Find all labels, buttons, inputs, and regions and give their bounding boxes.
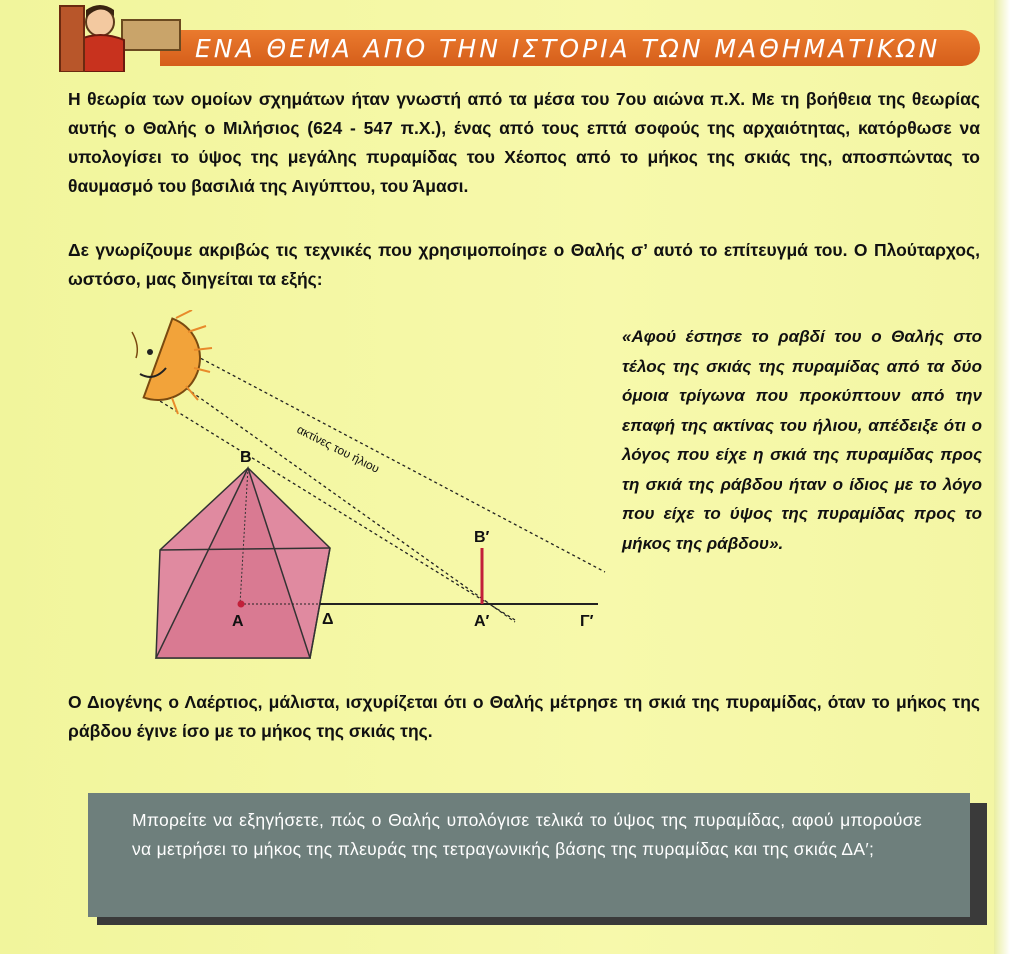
- label-B-prime: Β′: [474, 529, 490, 546]
- point-A: [238, 601, 245, 608]
- scribe-illustration: [40, 0, 190, 72]
- intro-text-before: Η θεωρία των ομοίων σχημάτων ήταν γνωστή από τα μέσα του 7ου αιώνα π.Χ. Με τη βοήθεια της θεωρίας αυτής ο: [68, 89, 980, 138]
- sun-icon: [132, 310, 212, 414]
- label-A-prime: Α′: [474, 613, 490, 630]
- banner-title: ΕΝΑ ΘΕΜΑ ΑΠΟ ΤΗΝ ΙΣΤΟΡΙΑ ΤΩΝ ΜΑΘΗΜΑΤΙΚΩΝ: [195, 34, 941, 63]
- diogenes-paragraph: Ο Διογένης ο Λαέρτιος, μάλιστα, ισχυρίζεται ότι ο Θαλής μέτρησε τη σκιά της πυραμίδας, όταν το μήκος της ράβδου έγινε ίσο με το μήκος της σκιάς της.: [68, 692, 980, 741]
- label-B: Β: [240, 449, 252, 466]
- plutarch-paragraph: Δε γνωρίζουμε ακριβώς τις τεχνικές που χρησιμοποίησε ο Θαλής σ’ αυτό το επίτευγμά του. Ο Πλούταρχος, ωστόσο, μας διηγείται τα εξής:: [68, 240, 980, 289]
- rays-label: ακτίνες του ήλιου: [294, 422, 382, 476]
- intro-text-after: (624 - 547 π.Χ.), ένας από τους επτά σοφούς της αρχαιότητας, κατόρθωσε να υπολογίσει το ύψος της μεγάλης πυραμίδας του Χέοπος από το μήκος της σκιάς της, αποσπώντας το θαυμασμό του βασιλιά της Αιγύπτου, του Άμασι.: [68, 118, 981, 196]
- label-Gamma-prime: Γ′: [580, 613, 594, 630]
- question-text: Μπορείτε να εξηγήσετε, πώς ο Θαλής υπολόγισε τελικά το ύψος της πυραμίδας, αφού μπορούσε να μετρήσει το μήκος της πλευράς της τετραγωνικής βάσης της πυραμίδας και της σκιάς ΔΑ′;: [132, 810, 922, 859]
- intro-paragraph: [68, 85, 980, 201]
- label-Delta: Δ: [322, 611, 334, 628]
- label-A: Α: [232, 613, 244, 630]
- thales-name: Θαλής ο Μιλήσιος: [142, 118, 300, 138]
- thales-pyramid-diagram: [110, 310, 610, 660]
- plutarch-quote: «Αφού έστησε το ραβδί του ο Θαλής στο τέλος της σκιάς της πυραμίδας από τα δύο όμοια τρίγωνα που προκύπτουν από την επαφή της ακτίνας του ήλιου, απέδειξε ότι ο λόγος που είχε η σκιά της πυραμίδας προς τη σκιά της ράβδου ήταν ο ίδιος με το λόγο που είχε το ύψος της πυραμίδας προς το μήκος της ράβδου».: [622, 327, 982, 553]
- page-edge: [994, 0, 1010, 954]
